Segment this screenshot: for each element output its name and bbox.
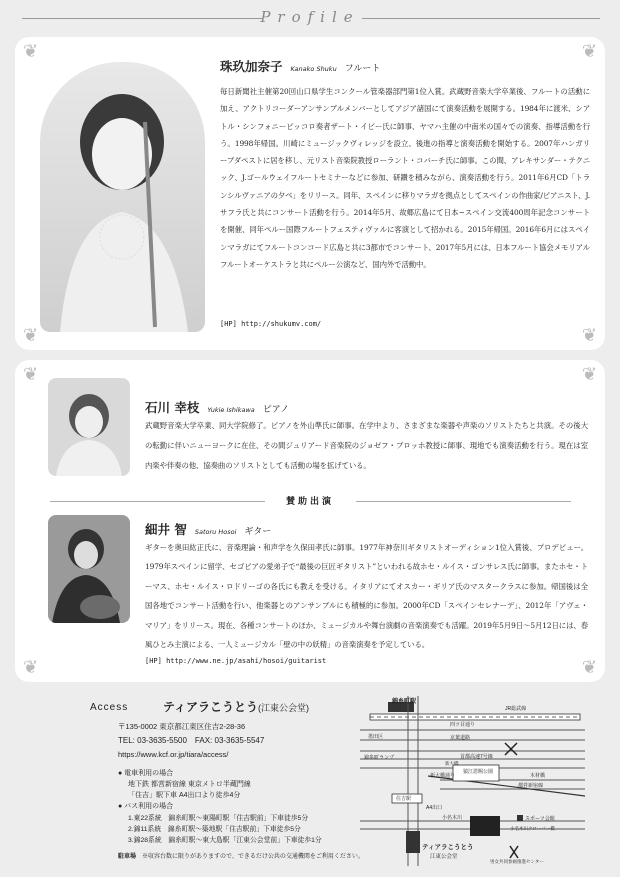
map-shuto: 首都高速7号線 xyxy=(460,754,493,760)
yukie-bio: 武蔵野音楽大学卒業、同大学院修了。ピアノを外山準氏に師事。在学中より、さまざまな楽器や声楽のソリストたちと共演。その後大の転勤に伴いニューヨークに在住、その間ジュリアード音楽院のジョゼフ・ブロッホ教授に師事、現地でも演奏活動を行う。現在は室内楽や伴奏の他、協奏曲のソリストとしても活動の場を拡げている。 xyxy=(145,421,588,470)
kanako-instrument: フルート xyxy=(344,64,381,74)
satoru-bio: ギターを奥田紘正氏に、音楽理論・和声学を久保田孝氏に師事。1977年神奈川ギタリストオーディション1位入賞後、プロデビュー。1979年スペインに留学、セゴビアの愛弟子で“最後の巨匠ギタリスト”といわれる故ホセ・ルイス・ゴンサレス氏に師事。またホセ・トーマス、ホセ・ルイス・ロドリーゴの各氏にも教えを受ける。イタリアにてオスカー・ギリア氏のマスタークラスに参加。帰国後は全国各地でコンサート活動を行い、他楽器とのアンサンブルにも積極的に参加。2000年CD「スペインセレナーデ」、2012年「アヴェ・マリア」をリリース。現在、各種コンサートのほか、ミュージカルや舞台演劇の音楽演奏でも活躍。2019年5月9日〜5月12日には、春風ひとみ主演による、一人ミュージカル「壁の中の妖精」の音楽演奏を予定している。 xyxy=(145,543,588,650)
train-line-1: 地下鉄 都営新宿線 東京メトロ半蔵門線 xyxy=(128,781,251,788)
venue-name: ティアラこうとう xyxy=(163,700,259,714)
kanako-bio: 毎日新聞社主催第20回山口県学生コンクール管楽器部門第1位入賞。武蔵野音楽大学卒業後、フルートの活動に加え、アクトリコーダーアンサンブルメンバーとしてアジア諸国にて演奏活動を展開する。1984年に渡米、シアトル・シンフォニーピッコロ奏者ザート・イビー氏に師事、ヤマハ主催の中南米の国々での演奏、指導活動を行う。1998年帰国。川崎にミュージックヴィレッジを設立、後進の指導と演奏活動を開始する。2007年ハンガリーブダペストに居を移し、元リスト音楽院教授ローラント・コバーチ氏に師事。この間、アレキサンダー・テクニック、J.ゴールウェイフルートセミナーなどに参加、研鑽を積みながら、演奏活動を行う。2011年6月CD「トランシルヴァニアの夕べ」をリリース。同年、スペインに移りマラガを拠点としてスペインの作曲家/ピアニスト、J.サフラ氏と共にコンサート活動を行う。2014年5月、故郷広島にて日本−スペイン交流400周年記念コンサートを開催、同年ペルー国際フルートフェスティヴァルに客演として招かれる。2015年帰国。2016年6月にはスペインマラガにてフルートコンコード広島と共に3都市でコンサート、2017年5月には、日本フルート協会メモリアルフルートオーケストラと共にペルー公演など、国内外で活動中。 xyxy=(220,87,590,269)
access-label: Access xyxy=(90,702,129,713)
bus-title: ● バス利用の場合 xyxy=(118,803,174,810)
venue-address: 〒135-0002 東京都江東区住吉2-28-36 xyxy=(118,722,246,731)
map-venue: ティアラこうとう xyxy=(422,844,474,851)
flourish-icon: ❦ xyxy=(581,325,597,346)
satoru-name: 細井 智 xyxy=(145,522,187,537)
satoru-name-row xyxy=(145,520,271,538)
venue-title xyxy=(163,698,309,716)
flourish-icon: ❦ xyxy=(23,364,39,385)
kanako-name-row xyxy=(220,57,380,75)
satoru-instrument: ギター xyxy=(244,527,272,537)
map-kinshicho: 錦糸町駅 xyxy=(392,699,417,705)
map-toei: 都営新宿線 xyxy=(518,783,544,789)
kanako-hp[interactable]: [HP] http://shukumv.com/ xyxy=(220,320,322,328)
bus-line-1: 1.東22系統 錦糸町駅〜東陽町駅「住吉駅前」下車徒歩5分 xyxy=(128,815,309,822)
map-a4: A4出口 xyxy=(426,805,443,811)
yukie-name: 石川 幸枝 xyxy=(145,400,200,415)
train-title: ● 電車利用の場合 xyxy=(118,770,174,777)
profile-title: Profile xyxy=(260,8,360,26)
map-jr: JR総武線 xyxy=(505,706,527,712)
map-sumida: 墨田区 xyxy=(368,734,384,740)
venue-tel: TEL: 03-3635-5500 FAX: 03-3635-5547 xyxy=(118,736,265,745)
yukie-name-row xyxy=(145,398,289,416)
flourish-icon: ❦ xyxy=(581,657,597,678)
access-map xyxy=(360,696,585,866)
satoru-photo xyxy=(48,515,130,623)
map-bridge: 小名木川クローバー橋 xyxy=(510,826,555,831)
kanako-name-en: Kanako Shuku xyxy=(290,65,337,73)
yukie-name-en: Yukie Ishikawa xyxy=(207,406,255,414)
train-line-2: 「住吉」駅下車 A4出口より徒歩4分 xyxy=(128,792,241,799)
guest-section-title: 賛助出演 xyxy=(285,497,334,507)
map-sumiyoshi: 住吉駅 xyxy=(396,796,412,802)
yukie-instrument: ピアノ xyxy=(262,405,290,415)
profile-header xyxy=(0,6,620,32)
profile-card-kanako xyxy=(15,37,605,350)
parking-row xyxy=(118,851,364,860)
bus-line-2: 2.錦11系統 錦糸町駅〜築地駅「住吉駅前」下車徒歩5分 xyxy=(128,826,301,833)
map-center: 男女共同参画推進センター xyxy=(490,859,544,864)
map-sports: スポーツ会館 xyxy=(525,816,555,822)
flourish-icon: ❦ xyxy=(581,364,597,385)
flourish-icon: ❦ xyxy=(23,41,39,62)
parking-note: ※収容台数に限りがありますので、できるだけ公共の交通機関をご利用ください。 xyxy=(142,854,364,860)
flourish-icon: ❦ xyxy=(23,325,39,346)
map-venue-sub: 江東公会堂 xyxy=(430,854,458,860)
parking-label: 駐車場 xyxy=(118,854,137,860)
flourish-icon: ❦ xyxy=(581,41,597,62)
satoru-hp[interactable]: [HP] http://www.ne.jp/asahi/hosoi/guitarist xyxy=(145,657,327,665)
map-shinno: 新大橋 xyxy=(445,761,459,766)
map-keiyo: 京葉道路 xyxy=(450,735,471,741)
map-komatsugawa: 小名木川 xyxy=(442,815,463,821)
venue-url[interactable]: https://www.kcf.or.jp/tiara/access/ xyxy=(118,750,229,759)
map-sarue: 猿江恩賜公園 xyxy=(463,769,494,775)
map-mokuzai: 木材橋 xyxy=(530,773,546,779)
guest-section-divider xyxy=(18,494,602,508)
yukie-photo xyxy=(48,378,130,476)
map-yotsume: 四ツ目通り xyxy=(450,722,476,728)
satoru-name-en: Satoru Hosoi xyxy=(194,528,237,536)
map-shinohashi: 新大橋通り xyxy=(430,773,456,779)
bus-line-3: 3.錦28系統 錦糸町駅〜東大島駅「江東公会堂前」下車徒歩1分 xyxy=(128,837,322,844)
map-ramp: 錦糸町ランプ xyxy=(364,755,395,761)
kanako-photo xyxy=(40,62,205,332)
venue-sub: (江東公会堂) xyxy=(258,703,310,713)
kanako-name: 珠玖加奈子 xyxy=(220,59,283,74)
flourish-icon: ❦ xyxy=(23,657,39,678)
